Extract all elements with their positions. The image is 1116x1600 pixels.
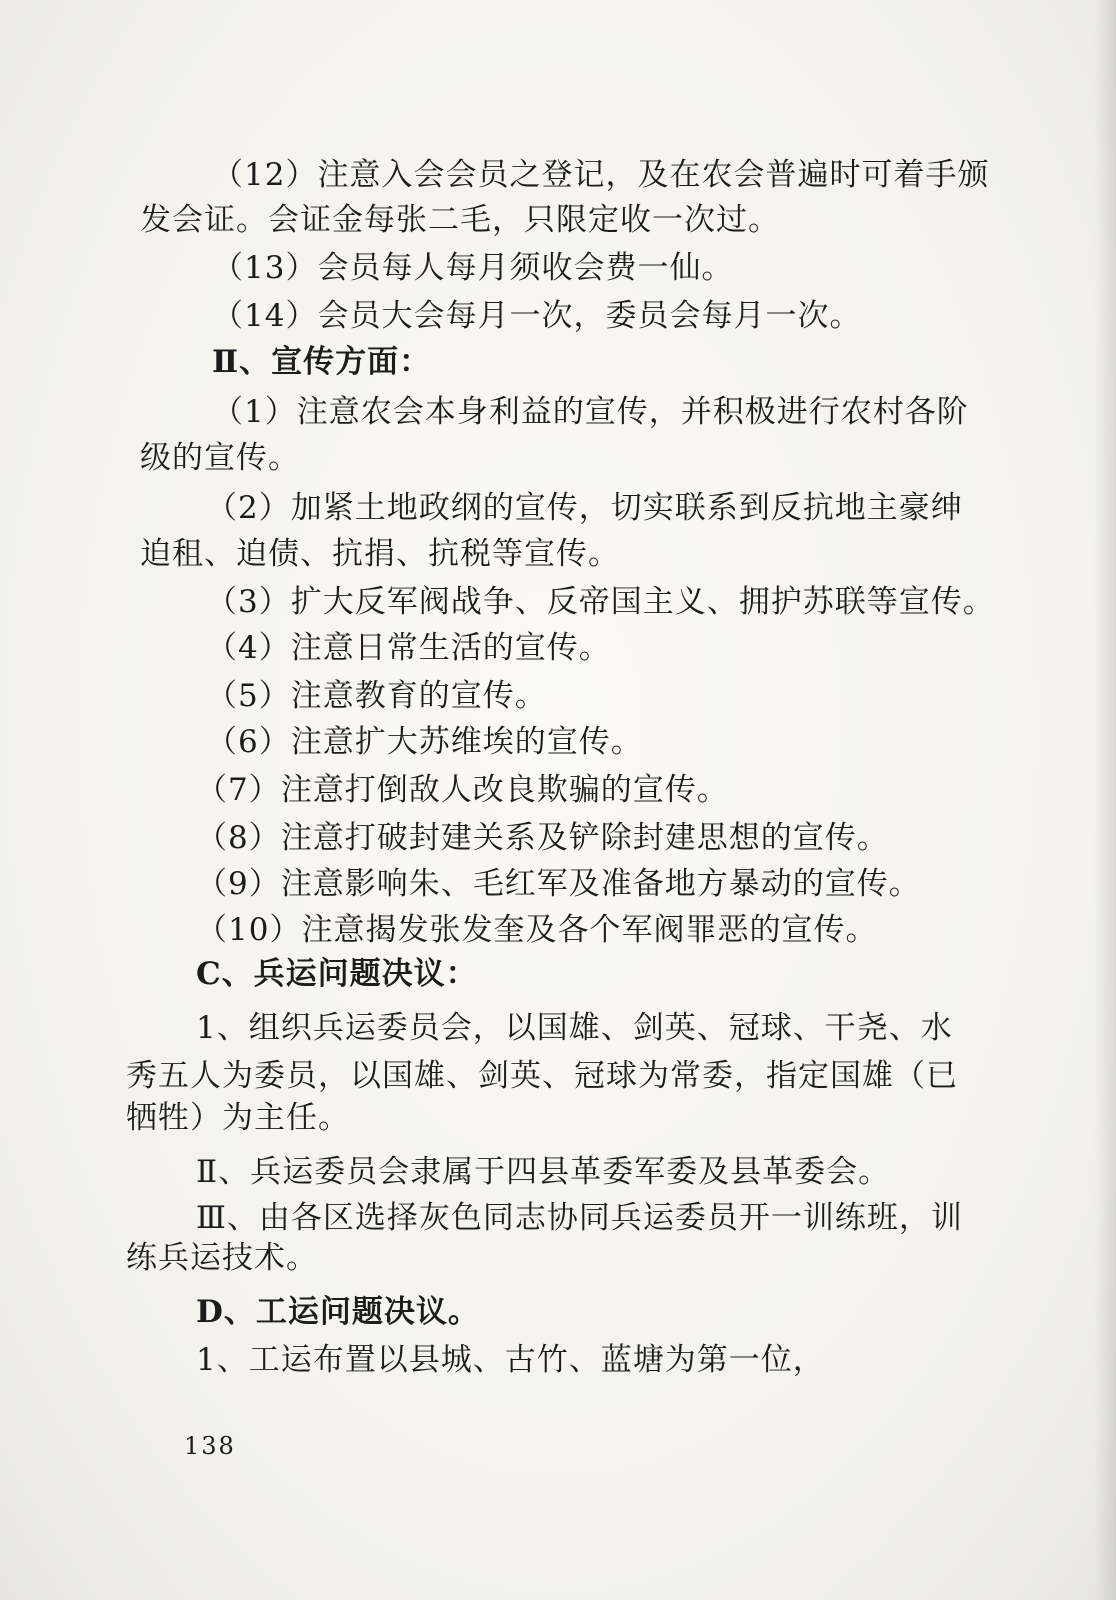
text-line: 级的宣传。 [140,440,300,476]
text-line: 练兵运技术。 [126,1240,318,1276]
text-line: （5）注意教育的宣传。 [206,678,547,714]
text-line: （3）扩大反军阀战争、反帝国主义、拥护苏联等宣传。 [206,584,995,620]
text-line: 迫租、迫债、抗捐、抗税等宣传。 [140,536,620,572]
section-heading: Ⅱ、宣传方面： [212,344,432,380]
text-line: （14）会员大会每月一次，委员会每月一次。 [212,298,862,334]
text-line: 牺牲）为主任。 [126,1100,350,1136]
text-line: （12）注意入会会员之登记，及在农会普遍时可着手颁 [212,157,990,193]
text-line: Ⅱ、兵运委员会隶属于四县革委军委及县革委会。 [196,1154,891,1190]
text-line: （8）注意打破封建关系及铲除封建思想的宣传。 [196,820,889,856]
text-line: （1）注意农会本身利益的宣传，并积极进行农村各阶 [212,394,969,430]
text-line: 发会证。会证金每张二毛，只限定收一次过。 [140,202,780,238]
page-edge-shadow [1094,0,1116,1600]
text-line: （2）加紧土地政纲的宣传，切实联系到反抗地主豪绅 [206,490,963,526]
text-line: Ⅲ、由各区选择灰色同志协同兵运委员开一训练班，训 [196,1200,963,1236]
text-line: （9）注意影响朱、毛红军及准备地方暴动的宣传。 [196,866,921,902]
text-line: 1、组织兵运委员会，以国雄、剑英、冠球、干尧、水 [196,1010,953,1046]
text-line: （10）注意揭发张发奎及各个军阀罪恶的宣传。 [196,912,878,948]
text-line: （6）注意扩大苏维埃的宣传。 [206,724,643,760]
section-heading: D、工运问题决议。 [196,1294,480,1330]
text-line: （13）会员每人每月须收会费一仙。 [212,250,734,286]
text-line: （4）注意日常生活的宣传。 [206,630,611,666]
page-number: 138 [184,1432,236,1460]
text-line: 秀五人为委员，以国雄、剑英、冠球为常委，指定国雄（已 [126,1058,958,1094]
text-line: （7）注意打倒敌人改良欺骗的宣传。 [196,772,729,808]
section-heading: C、兵运问题决议： [196,956,478,992]
text-line: 1、工运布置以县城、古竹、蓝塘为第一位， [196,1342,825,1378]
